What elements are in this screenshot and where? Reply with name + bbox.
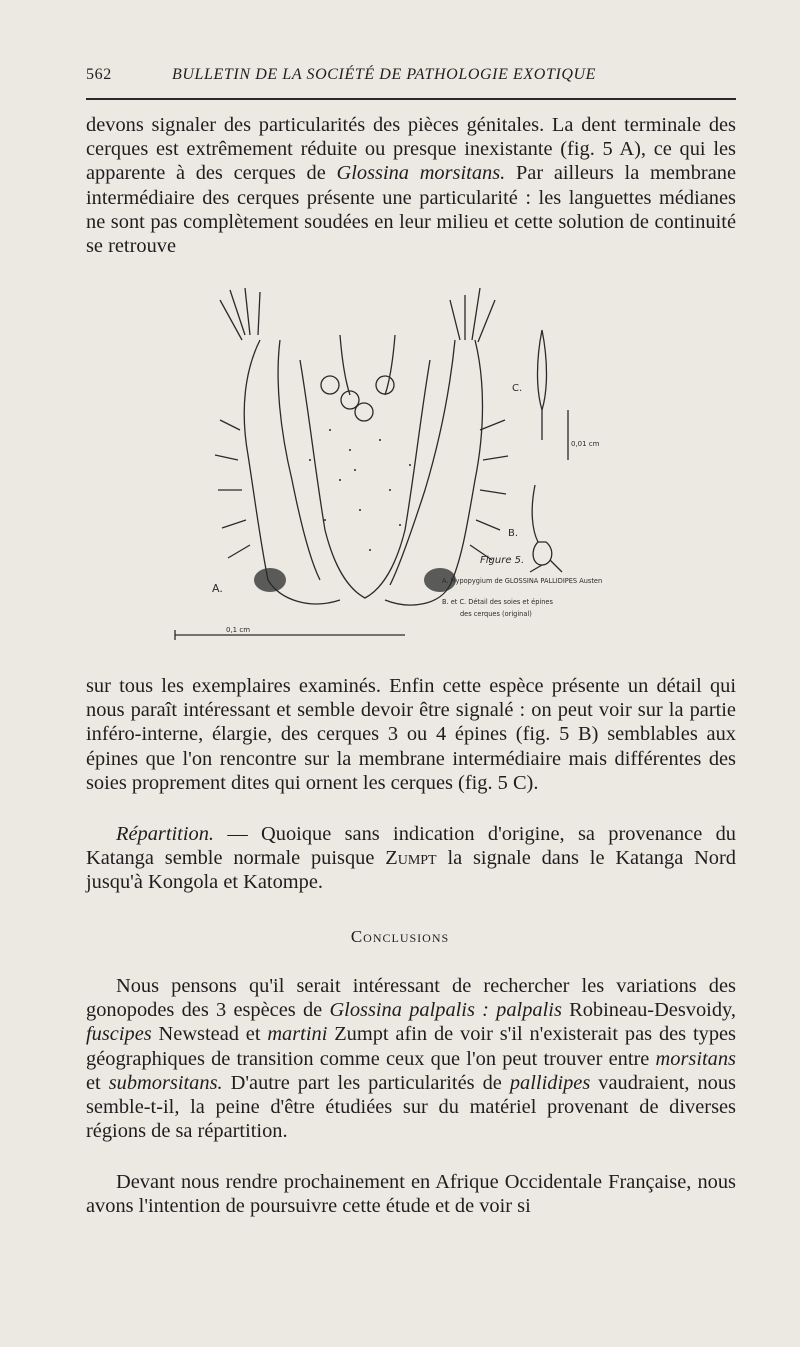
paragraph-repartition [86,822,736,895]
figure-caption-line-2: B. et C. Détail des soies et épines [442,598,553,606]
figure-caption-line-3: des cerques (original) [460,610,532,618]
spine-detail-c [538,330,547,410]
conclusions-text-b: Robineau-Desvoidy, [561,999,736,1022]
hypopygium-drawing [150,280,730,650]
species-fuscipes: fuscipes [86,1023,152,1046]
repartition-text-a: — Quoique sans indication d'origine, sa provenance du Katanga semble normale puisque [86,823,736,870]
header-rule [86,98,736,100]
paragraph-1 [86,113,736,258]
left-cercus-outline [244,340,268,580]
conclusions-text-f: D'autre part les particularités de [222,1071,510,1094]
page-number: 562 [86,66,112,83]
figure-caption-line-1: A. Hypopygium de GLOSSINA PALLIDIPES Austen [442,577,603,585]
right-ring [376,376,394,394]
conclusions-text-g: vaudraient, nous semble-t-il, la peine d'être étudiées sur du matériel provenant de diverses régions de sa répartition. [86,1071,736,1143]
paragraph-1-text-b: Par ailleurs la membrane intermédiaire des cerques présente une particularité : les languettes médianes ne sont pas complètement soudées en leur milieu et cette solution de continuité se retrouve [86,162,737,258]
conclusions-text-c: Newstead et [151,1023,268,1046]
figure-label-c: C. [512,383,523,394]
paragraph-conclusions [86,974,736,1143]
species-martini: martini [267,1023,328,1046]
repartition-label: Répartition. [116,823,214,845]
paragraph-final [86,1170,736,1218]
scale-label-c: 0,01 cm [571,440,600,448]
paragraph-2: sur tous les exemplaires examinés. Enfin cette espèce présente un détail qui nous paraît intéressant et semble devoir être signalé : on peut voir sur la partie inféro-interne, élargie, des cerques 3 ou 4 épines (fig. 5 B) semblables aux épines que l'on rencontre sur la membrane intermédiaire mais différentes des soies proprement dites qui ornent les cerques (fig. 5 C). [86,675,736,794]
conclusions-text-d: Zumpt afin de voir s'il n'existerait pas des types géographiques de transition comme ceux que l'on peut trouver entre [86,1023,736,1070]
author-zumpt: Zumpt [385,847,437,870]
conclusions-heading: Conclusions [350,927,450,946]
spine-detail-b [532,485,538,542]
species-pallidipes: pallidipes [509,1071,591,1094]
figure-5 [150,280,730,650]
conclusions-text-a: Nous pensons qu'il serait intéressant de rechercher les variations des gonopodes des 3 espèces de [86,975,736,1022]
figure-label-b: B. [508,528,519,539]
central-body-outline [300,360,430,598]
species-glossina-morsitans: Glossina morsitans. [336,162,506,185]
figure-label-a: A. [212,582,223,595]
species-submorsitans: submorsitans. [108,1071,223,1094]
final-text: Devant nous rendre prochainement en Afrique Occidentale Française, nous avons l'intention de poursuivre cette étude et de voir si [86,1171,736,1218]
paragraph-1-text-a: devons signaler des particularités des pièces génitales. La dent terminale des cerques est extrêmement réduite ou presque inexistante (fig. 5 A), ce qui les apparente à des cerques de [86,114,736,185]
left-ring [321,376,339,394]
species-palpalis: Glossina palpalis : palpalis [329,999,562,1022]
conclusions-text-e: et [86,1071,109,1094]
species-morsitans: morsitans [655,1047,736,1070]
repartition-text-b: la signale dans le Katanga Nord jusqu'à Kongola et Katompe. [86,847,736,894]
journal-title: BULLETIN DE LA SOCIÉTÉ DE PATHOLOGIE EXOTIQUE [172,66,597,83]
scale-label-a: 0,1 cm [226,626,251,634]
figure-caption-title: Figure 5. [480,555,525,566]
